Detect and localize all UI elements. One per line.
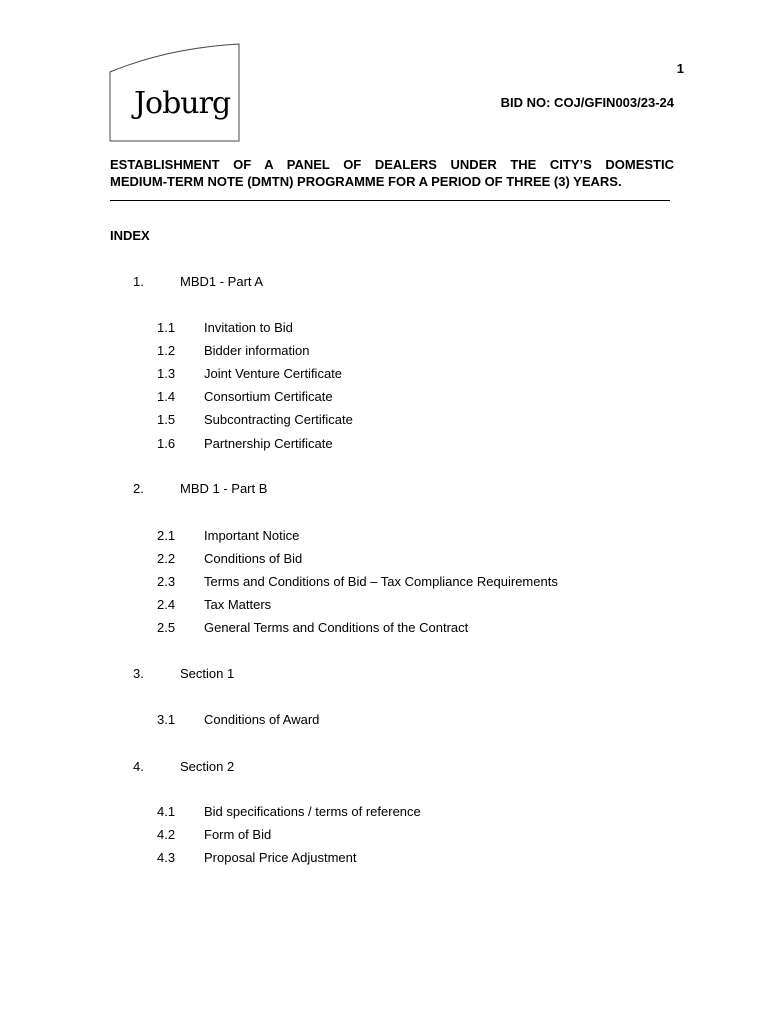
title-line-1: ESTABLISHMENT OF A PANEL OF DEALERS UNDER THE CITY’S DOMESTIC [110,157,674,172]
subsection-number: 1.2 [157,343,176,358]
subsection-title: General Terms and Conditions of the Contract [204,620,469,635]
subsection-title: Bidder information [204,343,310,358]
section-number: 2. [133,481,144,496]
subsection-number: 2.3 [157,574,176,589]
title-divider [110,200,670,201]
section-title: MBD 1 - Part B [180,481,268,496]
subsection-title: Invitation to Bid [204,320,293,335]
subsection-number: 2.2 [157,551,176,566]
subsection-title: Bid specifications / terms of reference [204,804,421,819]
subsection-number: 1.1 [157,320,176,335]
page-number: 1 [676,61,684,76]
subsection-title: Consortium Certificate [204,389,333,404]
subsection-number: 1.3 [157,366,176,381]
section-title: Section 2 [180,759,235,774]
section-title: MBD1 - Part A [180,274,264,289]
title-line-2: MEDIUM-TERM NOTE (DMTN) PROGRAMME FOR A PERIOD OF THREE (3) YEARS. [110,174,622,189]
subsection-title: Partnership Certificate [204,436,333,451]
subsection-title: Proposal Price Adjustment [204,850,357,865]
section-title: Section 1 [180,666,235,681]
subsection-number: 1.5 [157,412,176,427]
document-title [110,156,674,190]
logo-text: Joburg [134,86,231,121]
subsection-number: 4.1 [157,804,176,819]
subsection-number: 4.2 [157,827,176,842]
subsection-title: Subcontracting Certificate [204,412,353,427]
subsection-number: 2.5 [157,620,176,635]
section-number: 1. [133,274,144,289]
index-heading: INDEX [110,228,150,243]
subsection-title: Important Notice [204,528,300,543]
subsection-number: 2.4 [157,597,176,612]
bid-number: BID NO: COJ/GFIN003/23-24 [500,95,674,110]
subsection-number: 2.1 [157,528,176,543]
subsection-title: Terms and Conditions of Bid – Tax Compliance Requirements [204,574,558,589]
subsection-title: Conditions of Bid [204,551,303,566]
subsection-title: Conditions of Award [204,712,320,727]
subsection-number: 3.1 [157,712,176,727]
section-number: 4. [133,759,144,774]
subsection-number: 1.6 [157,436,176,451]
subsection-number: 1.4 [157,389,176,404]
subsection-number: 4.3 [157,850,176,865]
subsection-title: Form of Bid [204,827,272,842]
subsection-title: Tax Matters [204,597,272,612]
joburg-logo [108,42,242,142]
section-number: 3. [133,666,144,681]
subsection-title: Joint Venture Certificate [204,366,343,381]
